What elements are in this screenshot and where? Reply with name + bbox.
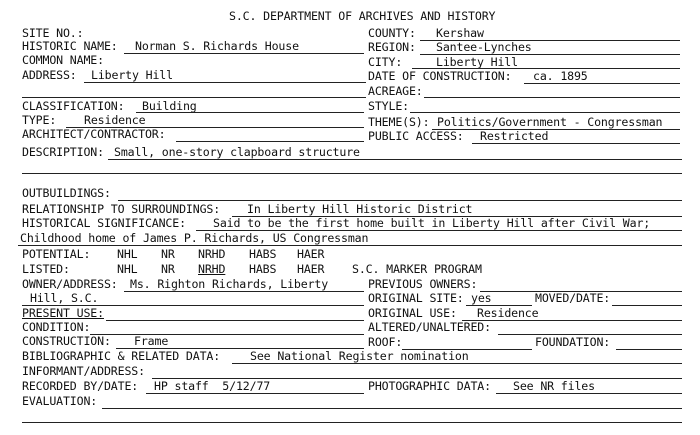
classification-value: Building <box>142 99 197 113</box>
address-value: Liberty Hill <box>91 68 173 82</box>
architect-label: ARCHITECT/CONTRACTOR: <box>22 127 166 141</box>
construction-value: Frame <box>134 334 169 348</box>
moved-date-label: MOVED/DATE: <box>535 291 611 305</box>
themes-label: THEME(S): <box>368 115 430 129</box>
informant-label: INFORMANT/ADDRESS: <box>22 364 145 378</box>
city-value: Liberty Hill <box>436 55 518 69</box>
historic-name-label: HISTORIC NAME: <box>22 39 118 53</box>
foundation-label: FOUNDATION: <box>535 335 611 349</box>
evaluation-label: EVALUATION: <box>22 394 98 408</box>
type-label: TYPE: <box>22 113 57 127</box>
relationship-value: In Liberty Hill Historic District <box>247 202 473 216</box>
potential-nrhd: NRHD <box>198 247 226 261</box>
style-label: STYLE: <box>368 99 409 113</box>
listed-nrhd: NRHD <box>198 262 226 276</box>
county-label: COUNTY: <box>368 26 416 40</box>
historic-name-value: Norman S. Richards House <box>135 39 299 53</box>
site-no-label: SITE NO.: <box>22 26 84 40</box>
public-access-label: PUBLIC ACCESS: <box>368 129 464 143</box>
significance-value: Said to be the first home built in Liberty Hill after Civil War; <box>213 216 651 230</box>
type-value: Residence <box>84 113 146 127</box>
listed-habs: HABS <box>249 262 277 276</box>
region-value: Santee-Lynches <box>436 40 532 54</box>
potential-habs: HABS <box>249 247 277 261</box>
address-label: ADDRESS: <box>22 68 77 82</box>
owner-address-value: Ms. Righton Richards, Liberty <box>130 277 329 291</box>
roof-label: ROOF: <box>368 335 403 349</box>
county-value: Kershaw <box>436 26 484 40</box>
potential-nr: NR <box>161 247 175 261</box>
city-label: CITY: <box>368 55 403 69</box>
outbuildings-label: OUTBUILDINGS: <box>22 186 111 200</box>
photographic-data-label: PHOTOGRAPHIC DATA: <box>368 379 491 393</box>
significance-value-line2: Childhood home of James P. Richards, US Congressman <box>20 231 369 245</box>
bibliographic-label: BIBLIOGRAPHIC & RELATED DATA: <box>22 349 221 363</box>
original-use-label: ORIGINAL USE: <box>368 306 457 320</box>
previous-owners-label: PREVIOUS OWNERS: <box>368 277 478 291</box>
condition-label: CONDITION: <box>22 320 91 334</box>
significance-label: HISTORICAL SIGNIFICANCE: <box>22 216 186 230</box>
original-site-value: yes <box>471 291 492 305</box>
classification-label: CLASSIFICATION: <box>22 99 125 113</box>
owner-address-value-line2: Hill, S.C. <box>30 291 99 305</box>
description-label: DESCRIPTION: <box>22 145 104 159</box>
description-value: Small, one-story clapboard structure <box>114 145 360 159</box>
present-use-label: PRESENT USE: <box>22 306 104 320</box>
original-site-label: ORIGINAL SITE: <box>368 291 464 305</box>
listed-nr: NR <box>161 262 175 276</box>
acreage-label: ACREAGE: <box>368 84 423 98</box>
date-of-construction-value: ca. 1895 <box>533 69 588 83</box>
altered-unaltered-label: ALTERED/UNALTERED: <box>368 320 491 334</box>
bibliographic-value: See National Register nomination <box>250 349 469 363</box>
form-header: S.C. DEPARTMENT OF ARCHIVES AND HISTORY <box>229 9 496 23</box>
marker-program-label: S.C. MARKER PROGRAM <box>352 262 482 276</box>
recorded-by-value: HP staff 5/12/77 <box>154 379 271 393</box>
recorded-by-label: RECORDED BY/DATE: <box>22 379 139 393</box>
date-of-construction-label: DATE OF CONSTRUCTION: <box>368 69 512 83</box>
common-name-label: COMMON NAME: <box>22 53 104 67</box>
potential-haer: HAER <box>297 247 325 261</box>
potential-label: POTENTIAL: <box>22 247 91 261</box>
construction-label: CONSTRUCTION: <box>22 334 111 348</box>
public-access-value: Restricted <box>480 129 549 143</box>
listed-label: LISTED: <box>22 262 70 276</box>
region-label: REGION: <box>368 40 416 54</box>
photographic-data-value: See NR files <box>513 379 595 393</box>
original-use-value: Residence <box>477 306 539 320</box>
relationship-label: RELATIONSHIP TO SURROUNDINGS: <box>22 202 221 216</box>
potential-nhl: NHL <box>117 247 138 261</box>
listed-nhl: NHL <box>117 262 138 276</box>
owner-address-label: OWNER/ADDRESS: <box>22 277 118 291</box>
listed-haer: HAER <box>297 262 325 276</box>
themes-value: Politics/Government - Congressman <box>437 115 663 129</box>
